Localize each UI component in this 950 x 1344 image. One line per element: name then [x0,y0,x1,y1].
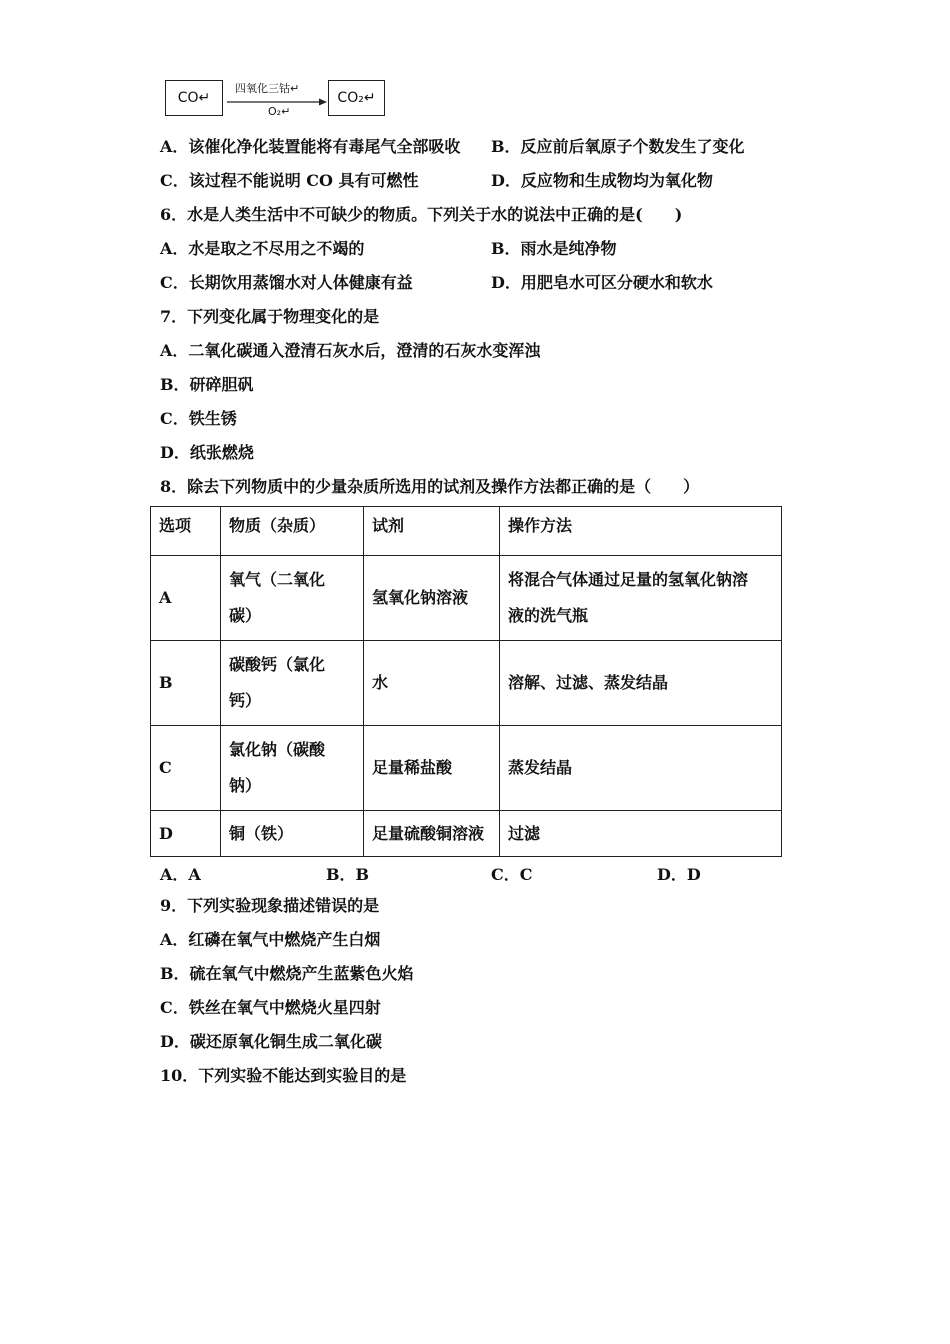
reactant-label: CO↵ [177,90,211,106]
substance-line: 钙） [229,691,262,710]
row-reagent: 氢氧化钠溶液 [364,556,500,641]
q8-table [150,506,782,857]
q6-option-c: C．长期饮用蒸馏水对人体健康有益 [160,273,413,292]
reagent-label: O₂↵ [268,105,291,118]
q9-option-d: D．碳还原氧化铜生成二氧化碳 [160,1032,382,1051]
substance-line: 碳） [229,606,262,625]
substance-line: 碳酸钙（氯化 [229,655,326,674]
q8-option-d: D．D [657,865,701,884]
row-option: C [151,726,221,811]
q6-stem: 6．水是人类生活中不可缺少的物质。下列关于水的说法中正确的是( ) [160,205,683,224]
product-box [328,80,385,116]
table-row [151,811,782,857]
table-row [151,726,782,811]
substance-line: 钠） [229,776,262,795]
row-option: A [151,556,221,641]
q9-option-b: B．硫在氧气中燃烧产生蓝紫色火焰 [160,964,414,983]
q7-option-d: D．纸张燃烧 [160,443,254,462]
row-option: B [151,641,221,726]
row-method: 过滤 [500,811,782,857]
q5-option-b: B．反应前后氧原子个数发生了变化 [491,137,745,156]
substance-line: 氯化钠（碳酸 [229,740,326,759]
header-substance: 物质（杂质） [221,507,364,556]
q8-option-c: C．C [491,865,533,884]
q9-option-a: A．红磷在氧气中燃烧产生白烟 [160,930,381,949]
row-option: D [151,811,221,857]
product-label: CO₂↵ [337,90,376,106]
q7-option-c: C．铁生锈 [160,409,237,428]
q8-option-a: A．A [160,865,201,884]
q6-option-a: A．水是取之不尽用之不竭的 [160,239,365,258]
q5-option-c: C．该过程不能说明 CO 具有可燃性 [160,171,419,190]
table-row [151,556,782,641]
q10-stem: 10．下列实验不能达到实验目的是 [160,1066,407,1085]
q5-option-d: D．反应物和生成物均为氧化物 [491,171,713,190]
row-reagent: 水 [364,641,500,726]
row-method: 溶解、过滤、蒸发结晶 [500,641,782,726]
q8-option-b: B．B [326,865,370,884]
row-reagent: 足量硫酸铜溶液 [364,811,500,857]
method-line: 将混合气体通过足量的氢氧化钠溶 [508,570,749,589]
row-reagent: 足量稀盐酸 [364,726,500,811]
header-option: 选项 [151,507,221,556]
substance-line: 氧气（二氧化 [229,570,326,589]
table-header-row [151,507,782,556]
row-substance [221,556,364,641]
q5-option-a: A．该催化净化装置能将有毒尾气全部吸收 [160,137,461,156]
table-row [151,641,782,726]
row-method [500,556,782,641]
row-substance: 铜（铁） [221,811,364,857]
q9-stem: 9．下列实验现象描述错误的是 [160,896,380,915]
q7-option-a: A．二氧化碳通入澄清石灰水后，澄清的石灰水变浑浊 [160,341,541,360]
row-substance [221,641,364,726]
q8-stem: 8．除去下列物质中的少量杂质所选用的试剂及操作方法都正确的是（ ） [160,477,700,496]
method-line: 液的洗气瓶 [508,606,589,625]
header-method: 操作方法 [500,507,782,556]
q9-option-c: C．铁丝在氧气中燃烧火星四射 [160,998,381,1017]
q7-option-b: B．研碎胆矾 [160,375,254,394]
catalyst-label: 四氧化三钴↵ [235,82,300,95]
q7-stem: 7．下列变化属于物理变化的是 [160,307,380,326]
reactant-box [165,80,223,116]
q6-option-d: D．用肥皂水可区分硬水和软水 [491,273,713,292]
row-substance [221,726,364,811]
row-method: 蒸发结晶 [500,726,782,811]
header-reagent: 试剂 [364,507,500,556]
q6-option-b: B．雨水是纯净物 [491,239,617,258]
